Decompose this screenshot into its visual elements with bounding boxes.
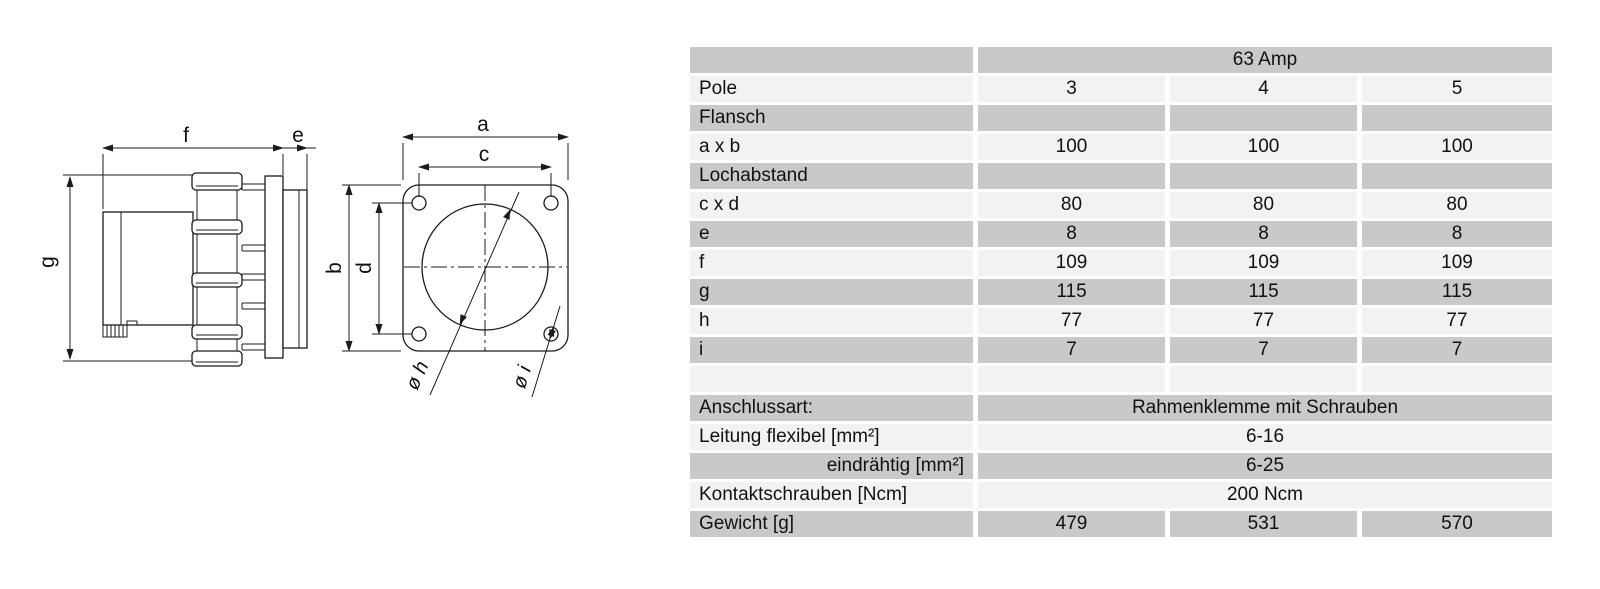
d-arrow-top — [376, 202, 383, 213]
technical-drawing — [0, 0, 660, 589]
cell-f-3: 109 — [1362, 250, 1552, 276]
row-label-lochabstand: Lochabstand — [690, 163, 973, 189]
cell-eindraehtig: 6-25 — [978, 453, 1552, 479]
cell-cxd-3: 80 — [1362, 192, 1552, 218]
dimension-label-e: e — [292, 124, 304, 147]
cell-g-2: 115 — [1170, 279, 1357, 305]
row-label-anschlussart: Anschlussart: — [690, 395, 973, 421]
b-arrow-bottom — [346, 341, 353, 352]
dia-i-arrow-bottom — [546, 329, 556, 341]
cell-lochabstand-3 — [1362, 163, 1552, 189]
cell-e-2: 8 — [1170, 221, 1357, 247]
row-label-kontaktschrauben: Kontaktschrauben [Ncm] — [690, 482, 973, 508]
mounting-hole-top-left — [412, 196, 426, 210]
flange-plate-side — [265, 176, 283, 358]
cell-pole-1: 3 — [978, 76, 1165, 102]
row-label-leitung-flexibel: Leitung flexibel [mm²] — [690, 424, 973, 450]
cell-e-3: 8 — [1362, 221, 1552, 247]
row-label-h: h — [690, 308, 973, 334]
b-arrow-top — [346, 184, 353, 195]
cell-i-1: 7 — [978, 337, 1165, 363]
dimension-label-b: b — [323, 262, 346, 274]
cell-flansch-3 — [1362, 105, 1552, 131]
dimension-label-a: a — [477, 113, 489, 136]
cell-kontaktschrauben: 200 Ncm — [978, 482, 1552, 508]
cell-gewicht-2: 531 — [1170, 511, 1357, 537]
front-view — [323, 113, 569, 397]
cell-cxd-2: 80 — [1170, 192, 1357, 218]
row-label-axb: a x b — [690, 134, 973, 160]
cell-h-2: 77 — [1170, 308, 1357, 334]
c-arrow-right — [541, 164, 552, 171]
cell-g-3: 115 — [1362, 279, 1552, 305]
cell-spacer-1 — [978, 366, 1165, 392]
cell-f-2: 109 — [1170, 250, 1357, 276]
row-label-spacer — [690, 366, 973, 392]
cell-axb-3: 100 — [1362, 134, 1552, 160]
grip-ribs — [192, 173, 242, 366]
cell-spacer-2 — [1170, 366, 1357, 392]
table-corner-cell — [690, 47, 973, 73]
cell-gewicht-3: 570 — [1362, 511, 1552, 537]
row-label-g: g — [690, 279, 973, 305]
g-arrow-top — [67, 176, 74, 187]
cell-e-1: 8 — [978, 221, 1165, 247]
d-extension-lines — [372, 203, 412, 334]
d-arrow-bottom — [376, 324, 383, 335]
row-label-gewicht: Gewicht [g] — [690, 511, 973, 537]
g-arrow-bottom — [67, 349, 74, 360]
row-label-eindraehtig: eindrähtig [mm²] — [690, 453, 973, 479]
cell-cxd-1: 80 — [978, 192, 1165, 218]
cell-spacer-3 — [1362, 366, 1552, 392]
spec-table — [690, 47, 1552, 537]
cell-i-2: 7 — [1170, 337, 1357, 363]
cell-h-3: 77 — [1362, 308, 1552, 334]
neck-bars — [242, 184, 265, 350]
c-arrow-left — [418, 164, 429, 171]
dimension-label-g: g — [36, 256, 59, 268]
dimension-label-dia-h: ø h — [401, 357, 434, 394]
cell-leitung-flexibel: 6-16 — [978, 424, 1552, 450]
dimension-label-dia-i: ø i — [508, 363, 537, 392]
row-label-flansch: Flansch — [690, 105, 973, 131]
amp-header: 63 Amp — [978, 47, 1552, 73]
cell-pole-2: 4 — [1170, 76, 1357, 102]
row-label-f: f — [690, 250, 973, 276]
a-arrow-right — [558, 134, 569, 141]
cell-i-3: 7 — [1362, 337, 1552, 363]
cell-axb-2: 100 — [1170, 134, 1357, 160]
row-label-pole: Pole — [690, 76, 973, 102]
sleeve-serration — [103, 321, 137, 337]
dimension-label-c: c — [478, 143, 490, 166]
row-label-cxd: c x d — [690, 192, 973, 218]
cell-flansch-1 — [978, 105, 1165, 131]
cell-pole-3: 5 — [1362, 76, 1552, 102]
cell-anschlussart: Rahmenklemme mit Schrauben — [978, 395, 1552, 421]
row-label-e: e — [690, 221, 973, 247]
a-arrow-left — [402, 134, 413, 141]
cell-lochabstand-1 — [978, 163, 1165, 189]
g-extension-lines — [63, 175, 193, 361]
dia-h-leader-line — [430, 192, 519, 395]
dimension-label-f: f — [183, 124, 189, 147]
front-cap-side — [283, 190, 307, 348]
f-arrow-left — [102, 145, 113, 152]
cell-lochabstand-2 — [1170, 163, 1357, 189]
cell-flansch-2 — [1170, 105, 1357, 131]
dimension-label-d: d — [353, 262, 376, 274]
f-arrow-right — [273, 145, 284, 152]
cell-g-1: 115 — [978, 279, 1165, 305]
cell-axb-1: 100 — [978, 134, 1165, 160]
cell-h-1: 77 — [978, 308, 1165, 334]
side-view — [36, 124, 316, 366]
mounting-hole-bottom-left — [412, 327, 426, 341]
mounting-hole-top-right — [544, 196, 558, 210]
row-label-i: i — [690, 337, 973, 363]
cell-gewicht-1: 479 — [978, 511, 1165, 537]
cell-f-1: 109 — [978, 250, 1165, 276]
sleeve-outline — [103, 212, 193, 325]
